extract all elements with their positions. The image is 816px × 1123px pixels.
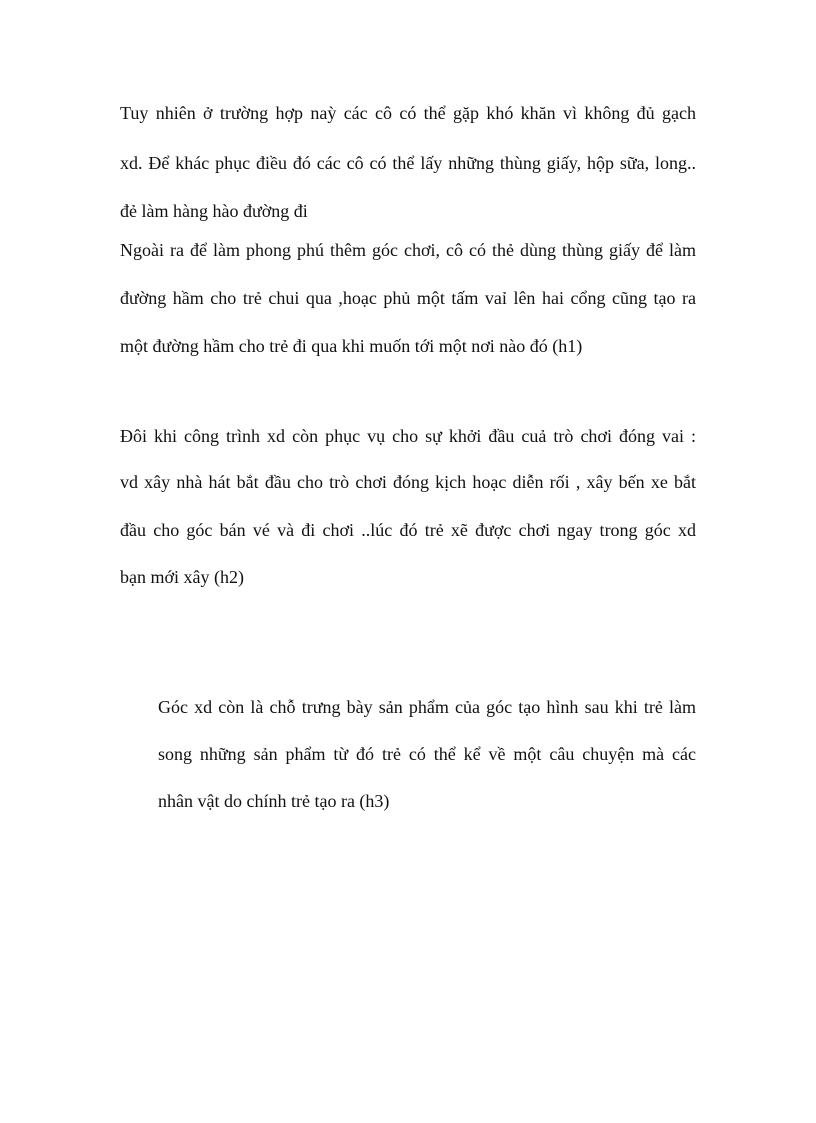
paragraph-1-line-2: xd. Để khác phục điều đó các cô có thể lấy những thùng giấy, hộp sữa, long.. (120, 153, 696, 173)
paragraph-2-line-3: một đường hầm cho trẻ đi qua khi muốn tới một nơi nào đó (h1) (120, 336, 583, 356)
paragraph-4-line-1: Góc xd còn là chỗ trưng bày sản phẩm của góc tạo hình sau khi trẻ làm (158, 697, 696, 717)
paragraph-4-line-3: nhân vật do chính trẻ tạo ra (h3) (158, 791, 390, 811)
paragraph-3-line-2: vd xây nhà hát bắt đầu cho trò chơi đóng kịch hoạc diễn rối , xây bến xe bắt (120, 472, 696, 492)
paragraph-3-line-1: Đôi khi công trình xd còn phục vụ cho sự khởi đầu cuả trò chơi đóng vai : (120, 426, 696, 446)
paragraph-2-line-1: Ngoài ra để làm phong phú thêm góc chơi, cô có thẻ dùng thùng giấy để làm (120, 240, 696, 260)
paragraph-1-line-1: Tuy nhiên ở trường hợp naỳ các cô có thể gặp khó khăn vì không đủ gạch (120, 103, 696, 123)
paragraph-2-line-2: đường hầm cho trẻ chui qua ,hoạc phủ một tấm vaỉ lên hai cổng cũng tạo ra (120, 288, 696, 308)
paragraph-3-line-4: bạn mới xây (h2) (120, 567, 244, 587)
paragraph-3-line-3: đầu cho góc bán vé và đi chơi ..lúc đó trẻ xẽ được chơi ngay trong góc xd (120, 520, 696, 540)
paragraph-1-line-3: đẻ làm hàng hào đường đi (120, 201, 308, 221)
paragraph-4-line-2: song những sản phẩm từ đó trẻ có thể kể về một câu chuyện mà các (158, 744, 696, 764)
